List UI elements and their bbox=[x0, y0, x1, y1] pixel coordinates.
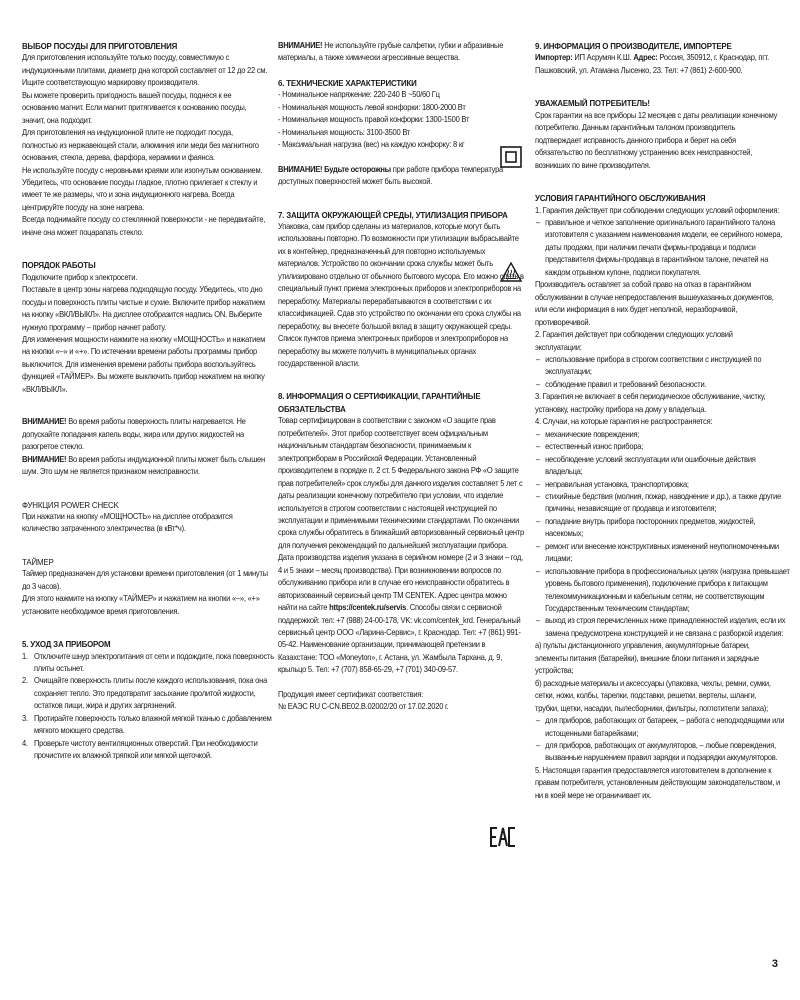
operation-heading: ПОРЯДОК РАБОТЫ bbox=[22, 260, 96, 271]
page-number: 3 bbox=[771, 958, 778, 970]
warning-label: ВНИМАНИЕ! bbox=[22, 417, 67, 427]
operation-para: Подключите прибор к электросети. bbox=[22, 272, 138, 282]
operation-para: Для изменения мощности нажмите на кнопку «МОЩНОСТЬ» и нажатием на кнопки «–» и «+». По истечении времени работы программы прибор выключится. Для изменения времени работы прибора воспользуйтесь функцией «ТАЙМЕР». Вы можете выключить прибор нажатием на кнопку «ВКЛ/ВЫКЛ». bbox=[22, 334, 266, 394]
warning-text: при работе прибора температура доступных поверхностей может быть высокой. bbox=[278, 164, 504, 187]
eac-mark-icon bbox=[490, 826, 516, 853]
operation-para: Поставьте в центр зоны нагрева подходящую посуду. Убедитесь, что дно посуды и поверхность плиты чистые и сухие. Включите прибор нажатием на кнопку «ВКЛ/ВЫКЛ». На дисплее отобразится надпись ON. Выберите нужную программу – прибор начнет работу. bbox=[22, 285, 265, 332]
list-item: – неправильная установка, транспортировка; bbox=[535, 479, 791, 491]
spec-line: - Номинальная мощность левой конфорки: 1800-2000 Вт bbox=[278, 102, 466, 112]
warranty-clause: 4. Случаи, на которые гарантия не распространяется: bbox=[535, 417, 713, 427]
column-middle bbox=[278, 40, 524, 714]
list-item: – попадание внутрь прибора посторонних предметов, жидкостей, насекомых; bbox=[535, 516, 791, 541]
list-item: – для приборов, работающих от батареек, – работа с неподходящими или истощенными батарейками; bbox=[535, 715, 791, 740]
spec-line: - Максимальная нагрузка (вес) на каждую конфорку: 8 кг bbox=[278, 140, 465, 150]
timer-para: Таймер предназначен для установки времени приготовления (от 1 минуты до 3 часов). bbox=[22, 569, 268, 591]
list-item: – использование прибора в профессиональных целях (нагрузка превышает уровень бытового применения), подключение прибора к питающим телекоммуникационным и кабельным сетям, не соответствующим Государственным техническим стандартам; bbox=[535, 566, 791, 616]
warning-text: Не используйте грубые салфетки, губки и абразивные материалы, а также химически агрессивные вещества. bbox=[278, 41, 504, 63]
warranty-sub: б) расходные материалы и аксессуары (упаковка, чехлы, ремни, сумки, сетки, ножи, колбы, тарелки, подставки, решетки, вертелы, шланги, трубки, щетки, насадки, пылесборники, фильтры, поглотители запаха); bbox=[535, 678, 771, 713]
list-item: – естественный износ прибора; bbox=[535, 441, 791, 453]
list-item: 4. Проверьте чистоту вентиляционных отверстий. При необходимости прочистите их влажной тряпкой или мягкой щеточкой. bbox=[22, 738, 258, 761]
service-link[interactable]: https://centek.ru/servis bbox=[329, 603, 407, 613]
warning-text: Во время работы индукционной плиты может быть слышен шум. Это шум не является признаком неисправности. bbox=[22, 454, 265, 477]
warranty-sub: а) пульты дистанционного управления, аккумуляторные батареи, элементы питания (батарейки), внешние блоки питания и зарядные устройства; bbox=[535, 641, 759, 676]
cert-extra: № ЕАЭС RU C-CN.ВЕ02.В.02002/20 от 17.02.2020 г. bbox=[278, 702, 449, 712]
double-square-icon bbox=[500, 146, 522, 173]
warranty-list bbox=[535, 429, 790, 641]
warning-para bbox=[22, 416, 268, 453]
list-item: – для приборов, работающих от аккумуляторов, – любые повреждения, вызванные нарушением правил зарядки и подзарядки аккумуляторов. bbox=[535, 740, 791, 765]
list-item: – стихийные бедствия (молния, пожар, наводнение и др.), а также другие причины, независящие от продавца и изготовителя; bbox=[535, 491, 791, 516]
mfr-text: Россия, 350912, г. Краснодар, пгт. Пашковский, ул. Атамана Лысенко, 23. Тел: +7 (861) 2-600-900. bbox=[535, 53, 770, 75]
care-heading: 5. УХОД ЗА ПРИБОРОМ bbox=[22, 639, 111, 650]
mfr-para bbox=[535, 52, 781, 77]
warning-para bbox=[278, 164, 524, 189]
warranty-list bbox=[535, 217, 781, 279]
cert-extra: Продукция имеет сертификат соответствия: bbox=[278, 689, 424, 699]
warning-para bbox=[22, 454, 268, 479]
list-item: 2. Очищайте поверхность плиты после каждого использования, пока она сохраняет тепло. Это предотвратит засыхание пролитой жидкости, остатков пищи, жира и других загрязнений. bbox=[22, 676, 268, 711]
warranty-list bbox=[535, 354, 781, 391]
warning-label: ВНИМАНИЕ! bbox=[22, 454, 67, 464]
warranty-list bbox=[535, 715, 785, 765]
cert-heading: 8. ИНФОРМАЦИЯ О СЕРТИФИКАЦИИ, ГАРАНТИЙНЫЕ ОБЯЗАТЕЛЬСТВА bbox=[278, 391, 481, 414]
cookware-para: Для приготовления используйте только посуду, совместимую с индукционными плитами, диаметр дна которой составляет от 12 до 22 см. Ищите соответствующую маркировку производителя. bbox=[22, 53, 268, 88]
mfr-heading: 9. ИНФОРМАЦИЯ О ПРОИЗВОДИТЕЛЕ, ИМПОРТЕРЕ bbox=[535, 41, 732, 51]
cert-text: . Способы связи с сервисной поддержкой: тел: +7 (988) 24-00-178, VK: vk.com/centek_krd. Генеральный сервисный центр ООО «Ларина-Сервис», г. Краснодар. Тел: +7 (861) 991-05-42. Наименование организации, принимающей претензии в Казахстане: ТОО «Moneyton», г. Астана, ул. Жамбыла Тархана, д. 9, крыльцо 5. Тел: +7 (707) 858-65-29, +7 (701) 340-09-57. bbox=[278, 603, 521, 675]
warranty-clause: 3. Гарантия не включает в себя периодическое обслуживание, чистку, установку, настройку прибора на дому у владельца. bbox=[535, 392, 766, 414]
consumer-heading: УВАЖАЕМЫЙ ПОТРЕБИТЕЛЬ! bbox=[535, 98, 650, 109]
warning-para bbox=[278, 40, 524, 65]
column-right bbox=[535, 40, 790, 802]
cookware-heading: ВЫБОР ПОСУДЫ ДЛЯ ПРИГОТОВЛЕНИЯ bbox=[22, 41, 178, 51]
hot-surface-warning-icon bbox=[500, 262, 522, 287]
warranty-note: Производитель оставляет за собой право на отказ в гарантийном обслуживании в случае непредоставления вышеуказанных документов, или если информация в них будет неполной, неразборчивой, противоречивой. bbox=[535, 280, 774, 327]
warranty-heading: УСЛОВИЯ ГАРАНТИЙНОГО ОБСЛУЖИВАНИЯ bbox=[535, 193, 706, 204]
mfr-label: Адрес: bbox=[633, 53, 658, 63]
timer-para: Для этого нажмите на кнопку «ТАЙМЕР» и нажатием на кнопки «–», «+» установите необходимое время приготовления. bbox=[22, 594, 260, 616]
list-item: – использование прибора в строгом соответствии с инструкцией по эксплуатации; bbox=[535, 354, 791, 379]
cookware-para: Всегда поднимайте посуду со стеклянной поверхности - не передвигайте, иначе она может поцарапать стекло. bbox=[22, 215, 266, 237]
care-list bbox=[22, 651, 274, 763]
warning-label: ВНИМАНИЕ! bbox=[278, 41, 323, 50]
env-heading: 7. ЗАЩИТА ОКРУЖАЮЩЕЙ СРЕДЫ, УТИЛИЗАЦИЯ ПРИБОРА bbox=[278, 209, 508, 220]
mfr-text: ИП Асрумян К.Ш. bbox=[572, 53, 634, 63]
spec-line: - Номинальное напряжение: 220-240 В ~50/60 Гц bbox=[278, 90, 440, 100]
cert-text: Товар сертифицирован в соответствии с законом «О защите прав потребителей». Этот прибор соответствует всем официальным национальным стандартам безопасности, принимаемым к электроприборам в Российской Федерации. Установленный производителем в порядке п. 2 ст. 5 Федерального закона РФ «О защите прав потребителей» срок службы для данного изделия составляет 5 лет с даты реализации конечному потребителю при условии, что изделие используется в строгом соответствии с настоящей инструкцией по эксплуатации и применимыми техническими стандартами. По окончании срока службы обратитесь в ближайший авторизованный сервисный центр для получения рекомендаций по дальнейшей эксплуатации прибора. Дата производства изделия указана в серийном номере (2 и 3 знаки – год, 4 и 5 знаки – месяц производства). При возникновении вопросов по обслуживанию прибора или в случае его неисправности обратитесь в авторизованный сервисный центр ТМ CENTEK. Адрес центра можно найти на сайте bbox=[278, 416, 524, 613]
spec-line: - Номинальная мощность правой конфорки: 1300-1500 Вт bbox=[278, 115, 470, 125]
timer-heading: ТАЙМЕР bbox=[22, 556, 54, 567]
warranty-clause: 2. Гарантия действует при соблюдении следующих условий эксплуатации: bbox=[535, 330, 733, 352]
consumer-para: Срок гарантии на все приборы 12 месяцев с даты реализации конечному потребителю. Данным гарантийным талоном производитель подтверждает исправность данного прибора и берет на себя обязательство по бесплатному устранению всех неисправностей, возникших по вине производителя. bbox=[535, 110, 778, 170]
list-item: – правильное и четкое заполнение оригинального гарантийного талона изготовителя с указанием наименования модели, ее серийного номера, даты продажи, при наличии печати фирмы-продавца и подписи представителя фирмы-продавца в гарантийном талоне, печатей на каждом отрывном купоне, подписи покупателя. bbox=[535, 217, 791, 279]
list-item: – ремонт или внесение конструктивных изменений неуполномоченными лицами; bbox=[535, 541, 791, 566]
spec-line: - Номинальная мощность: 3100-3500 Вт bbox=[278, 127, 411, 137]
cert-para bbox=[278, 415, 524, 677]
power-check-para: При нажатии на кнопку «МОЩНОСТЬ» на дисплее отобразится количество затраченного электричества (в кВт*ч). bbox=[22, 511, 233, 534]
specs-heading: 6. ТЕХНИЧЕСКИЕ ХАРАКТЕРИСТИКИ bbox=[278, 77, 417, 88]
column-left bbox=[22, 40, 274, 763]
warranty-clause: 5. Настоящая гарантия предоставляется изготовителем в дополнение к правам потребителя, установленным действующим законодательством, и ни в коей мере не ограничивает их. bbox=[535, 765, 781, 800]
list-item: – выход из строя перечисленных ниже принадлежностей изделия, если их замена предусмотрена конструкцией и не связана с разборкой изделия: bbox=[535, 615, 791, 640]
list-item: – соблюдение правил и требований безопасности. bbox=[535, 379, 791, 391]
list-item: 1. Отключите шнур электропитания от сети и подождите, пока поверхность плиты остынет. bbox=[22, 651, 274, 674]
warranty-clause: 1. Гарантия действует при соблюдении следующих условий оформления: bbox=[535, 205, 780, 215]
cookware-para: Не используйте посуду с неровными краями или изогнутым основанием. Убедитесь, что основание посуды гладкое, плотно прилегает к стеклу и имеет те же размеры, что и зона индукционного нагрева. Всегда центрируйте посуду на зоне нагрева. bbox=[22, 165, 263, 212]
warning-text: Во время работы поверхность плиты нагревается. Не допускайте попадания капель воды, жира или других жидкостей на разогретое стекло. bbox=[22, 417, 246, 452]
list-item: – механические повреждения; bbox=[535, 429, 791, 441]
list-item: 3. Протирайте поверхность только влажной мягкой тканью с добавлением мягкого моющего средства. bbox=[22, 713, 272, 736]
power-check-heading: ФУНКЦИЯ POWER CHECK bbox=[22, 499, 119, 510]
mfr-label: Импортер: bbox=[535, 53, 573, 63]
list-item: – несоблюдение условий эксплуатации или ошибочные действия владельца; bbox=[535, 454, 791, 479]
env-para: Упаковка, сам прибор сделаны из материалов, которые могут быть использованы повторно. По возможности при утилизации выбрасывайте их в контейнер, предназначенный для повторно используемых материалов. Устройство по окончании срока службы может быть утилизировано отдельно от обычного бытового мусора. Его можно сдать в специальный пункт приема электронных приборов и электроприборов на переработку. Материалы перерабатываются в соответствии с их классификацией. Сдав это устройство по окончании его срока службы на переработку, вы внесете большой вклад в защиту окружающей среды. Список пунктов приема электронных приборов и электроприборов на переработку вы можете получить в муниципальных органах государственной власти. bbox=[278, 221, 524, 368]
cookware-para: Для приготовления на индукционной плите не подходит посуда, полностью из нержавеющей стали, алюминия или меди без магнитного основания, стекла, дерева, фарфора, керамики и фаянса. bbox=[22, 128, 259, 163]
warning-label: ВНИМАНИЕ! Будьте осторожны bbox=[278, 164, 391, 174]
cookware-para: Вы можете проверить пригодность вашей посуды, поднеся к ее основанию магнит. Если магнит притягивается к основанию посуды, значит, она подходит. bbox=[22, 90, 247, 125]
